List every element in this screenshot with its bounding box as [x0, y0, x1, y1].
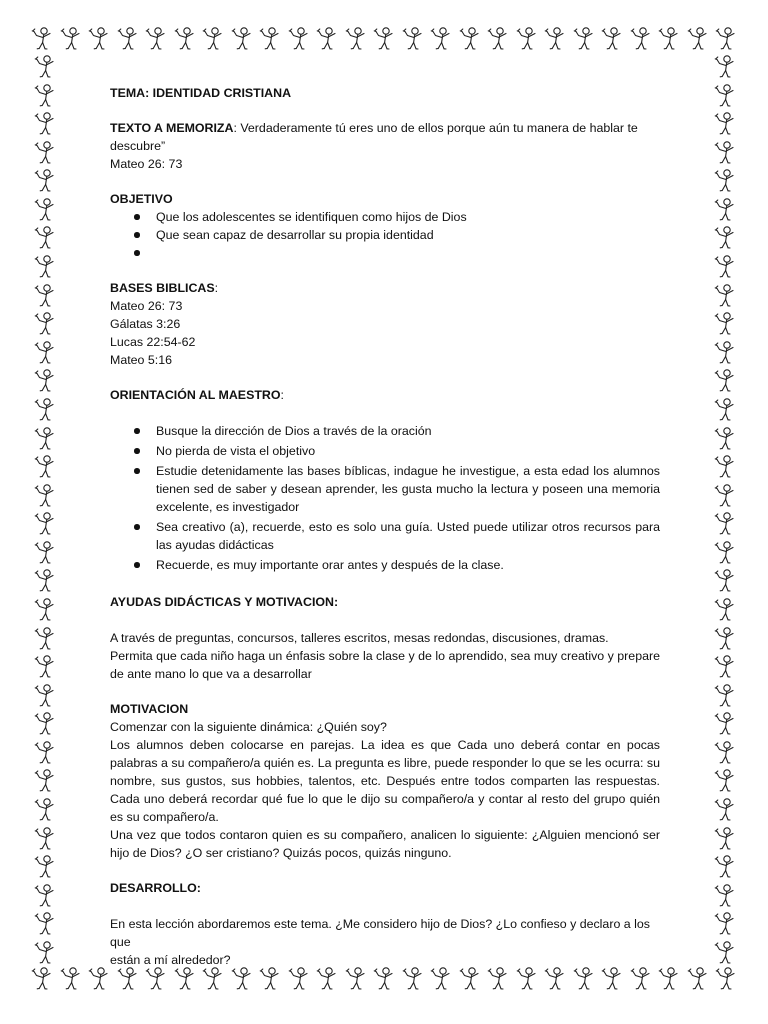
person-waving-icon: [713, 254, 737, 280]
person-waving-icon: [429, 966, 453, 992]
person-waving-icon: [713, 654, 737, 680]
person-waving-icon: [201, 966, 225, 992]
texto-memorizar: [110, 119, 660, 155]
person-waving-icon: [33, 83, 57, 109]
person-waving-icon: [173, 966, 197, 992]
person-waving-icon: [713, 83, 737, 109]
person-waving-icon: [33, 225, 57, 251]
person-waving-icon: [30, 26, 54, 52]
border-right: [712, 54, 738, 966]
person-waving-icon: [713, 768, 737, 794]
border-top: [30, 26, 738, 52]
bases-colon: :: [214, 281, 219, 295]
person-waving-icon: [33, 340, 57, 366]
list-item: Que los adolescentes se identifiquen como hijos de Dios: [156, 208, 660, 226]
person-waving-icon: [686, 26, 710, 52]
person-waving-icon: [657, 26, 681, 52]
person-waving-icon: [33, 168, 57, 194]
person-waving-icon: [33, 311, 57, 337]
ayudas-paragraph: A través de preguntas, concursos, talleres escritos, mesas redondas, discusiones, dramas.: [110, 631, 609, 645]
person-waving-icon: [713, 483, 737, 509]
person-waving-icon: [713, 311, 737, 337]
person-waving-icon: [543, 26, 567, 52]
list-item: No pierda de vista el objetivo: [156, 442, 660, 460]
person-waving-icon: [713, 797, 737, 823]
person-waving-icon: [33, 397, 57, 423]
texto-ref: Mateo 26: 73: [110, 157, 183, 171]
list-item: Estudie detenidamente las bases bíblicas, indague he investigue, a esta edad los alumnos tienen sed de saber y desean aprender, les gusta mucho la lectura y poseen una memoria excelente, es investigador: [156, 464, 660, 514]
motivacion-paragraph: Los alumnos deben colocarse en parejas. La idea es que Cada uno deberá contar en pocas palabras a su compañero/a quién es. La pregunta es libre, puede responder lo que se les ocurra: su nombre, sus gustos, sus hobbies, talentos, etc. Después entre todos comparten las respuestas. Cada uno deberá recordar qué fue lo que le dijo su compañero/a y contar al resto del grupo quién es su compañero/a.: [110, 738, 660, 824]
person-waving-icon: [87, 26, 111, 52]
person-waving-icon: [87, 966, 111, 992]
orientacion-list: [110, 422, 660, 574]
person-waving-icon: [116, 966, 140, 992]
person-waving-icon: [33, 911, 57, 937]
person-waving-icon: [713, 454, 737, 480]
person-waving-icon: [30, 966, 54, 992]
person-waving-icon: [33, 797, 57, 823]
ayudas-heading: AYUDAS DIDÁCTICAS Y MOTIVACION:: [110, 595, 339, 609]
person-waving-icon: [713, 168, 737, 194]
border-bottom: [30, 966, 738, 992]
person-waving-icon: [33, 768, 57, 794]
person-waving-icon: [713, 911, 737, 937]
list-item: Que sean capaz de desarrollar su propia identidad: [156, 226, 660, 244]
person-waving-icon: [572, 26, 596, 52]
person-waving-icon: [629, 966, 653, 992]
person-waving-icon: [230, 966, 254, 992]
person-waving-icon: [713, 940, 737, 966]
person-waving-icon: [600, 26, 624, 52]
bases-ref: Gálatas 3:26: [110, 317, 181, 331]
motivacion-heading: MOTIVACION: [110, 702, 189, 716]
person-waving-icon: [144, 26, 168, 52]
person-waving-icon: [713, 854, 737, 880]
person-waving-icon: [33, 368, 57, 394]
document-body: [110, 84, 660, 969]
person-waving-icon: [401, 966, 425, 992]
person-waving-icon: [33, 511, 57, 537]
person-waving-icon: [59, 966, 83, 992]
person-waving-icon: [33, 283, 57, 309]
orientacion-colon: :: [280, 388, 284, 402]
person-waving-icon: [713, 568, 737, 594]
person-waving-icon: [33, 483, 57, 509]
person-waving-icon: [713, 597, 737, 623]
person-waving-icon: [515, 966, 539, 992]
texto-label: TEXTO A MEMORIZA: [110, 121, 234, 135]
bases-heading: BASES BIBLICAS: [110, 281, 215, 295]
person-waving-icon: [33, 597, 57, 623]
bases-heading-line: [110, 279, 660, 297]
person-waving-icon: [458, 966, 482, 992]
tema-heading: TEMA: IDENTIDAD CRISTIANA: [110, 86, 292, 100]
person-waving-icon: [59, 26, 83, 52]
list-item: Sea creativo (a), recuerde, esto es solo una guía. Usted puede utilizar otros recursos para las ayudas didácticas: [156, 520, 660, 552]
person-waving-icon: [33, 683, 57, 709]
orientacion-heading: ORIENTACIÓN AL MAESTRO: [110, 388, 281, 402]
person-waving-icon: [33, 197, 57, 223]
person-waving-icon: [33, 54, 57, 80]
person-waving-icon: [713, 340, 737, 366]
list-item: Busque la dirección de Dios a través de la oración: [156, 422, 660, 440]
desarrollo-paragraph: En esta lección abordaremos este tema. ¿Me considero hijo de Dios? ¿Lo confieso y declaro a los que: [110, 917, 650, 949]
motivacion-paragraph: Comenzar con la siguiente dinámica: ¿Quién soy?: [110, 720, 387, 734]
list-item: Recuerde, es muy importante orar antes y después de la clase.: [156, 556, 660, 574]
person-waving-icon: [714, 26, 738, 52]
texto-body: : Verdaderamente tú eres uno de ellos porque aún tu manera de hablar te descubre”: [110, 121, 638, 153]
person-waving-icon: [33, 111, 57, 137]
person-waving-icon: [33, 140, 57, 166]
desarrollo-heading: DESARROLLO:: [110, 881, 201, 895]
person-waving-icon: [33, 254, 57, 280]
person-waving-icon: [287, 26, 311, 52]
border-left: [32, 54, 58, 966]
person-waving-icon: [116, 26, 140, 52]
person-waving-icon: [713, 540, 737, 566]
person-waving-icon: [714, 966, 738, 992]
person-waving-icon: [713, 683, 737, 709]
person-waving-icon: [713, 283, 737, 309]
person-waving-icon: [713, 54, 737, 80]
person-waving-icon: [173, 26, 197, 52]
person-waving-icon: [33, 426, 57, 452]
bases-ref: Mateo 26: 73: [110, 299, 183, 313]
person-waving-icon: [713, 511, 737, 537]
person-waving-icon: [713, 397, 737, 423]
person-waving-icon: [429, 26, 453, 52]
person-waving-icon: [713, 883, 737, 909]
person-waving-icon: [287, 966, 311, 992]
person-waving-icon: [144, 966, 168, 992]
person-waving-icon: [372, 26, 396, 52]
person-waving-icon: [372, 966, 396, 992]
person-waving-icon: [713, 140, 737, 166]
person-waving-icon: [315, 26, 339, 52]
bases-ref: Mateo 5:16: [110, 353, 172, 367]
person-waving-icon: [201, 26, 225, 52]
person-waving-icon: [713, 111, 737, 137]
bases-ref: Lucas 22:54-62: [110, 335, 196, 349]
person-waving-icon: [713, 197, 737, 223]
orientacion-heading-line: [110, 386, 660, 404]
person-waving-icon: [33, 854, 57, 880]
ayudas-paragraph: Permita que cada niño haga un énfasis sobre la clase y de lo aprendido, sea muy creativo y prepare de ante mano lo que va a desarrollar: [110, 649, 660, 681]
motivacion-paragraph: Una vez que todos contaron quien es su compañero, analicen lo siguiente: ¿Alguien mencionó ser hijo de Dios? ¿O ser cristiano? Quizás pocos, quizás ninguno.: [110, 828, 660, 860]
person-waving-icon: [33, 454, 57, 480]
desarrollo-paragraph: están a mí alrededor?: [110, 953, 231, 967]
person-waving-icon: [486, 26, 510, 52]
person-waving-icon: [258, 966, 282, 992]
person-waving-icon: [600, 966, 624, 992]
person-waving-icon: [686, 966, 710, 992]
person-waving-icon: [315, 966, 339, 992]
person-waving-icon: [344, 26, 368, 52]
person-waving-icon: [713, 826, 737, 852]
person-waving-icon: [572, 966, 596, 992]
person-waving-icon: [33, 940, 57, 966]
person-waving-icon: [33, 626, 57, 652]
person-waving-icon: [33, 711, 57, 737]
person-waving-icon: [458, 26, 482, 52]
person-waving-icon: [486, 966, 510, 992]
objetivo-heading: OBJETIVO: [110, 192, 173, 206]
person-waving-icon: [657, 966, 681, 992]
person-waving-icon: [33, 740, 57, 766]
person-waving-icon: [344, 966, 368, 992]
person-waving-icon: [713, 225, 737, 251]
person-waving-icon: [713, 740, 737, 766]
list-item: [156, 244, 660, 262]
person-waving-icon: [629, 26, 653, 52]
person-waving-icon: [713, 711, 737, 737]
person-waving-icon: [713, 368, 737, 394]
person-waving-icon: [713, 426, 737, 452]
person-waving-icon: [713, 626, 737, 652]
person-waving-icon: [258, 26, 282, 52]
person-waving-icon: [33, 568, 57, 594]
objetivo-list: [110, 208, 660, 262]
person-waving-icon: [515, 26, 539, 52]
person-waving-icon: [230, 26, 254, 52]
person-waving-icon: [33, 654, 57, 680]
person-waving-icon: [33, 883, 57, 909]
person-waving-icon: [543, 966, 567, 992]
person-waving-icon: [33, 540, 57, 566]
person-waving-icon: [401, 26, 425, 52]
person-waving-icon: [33, 826, 57, 852]
